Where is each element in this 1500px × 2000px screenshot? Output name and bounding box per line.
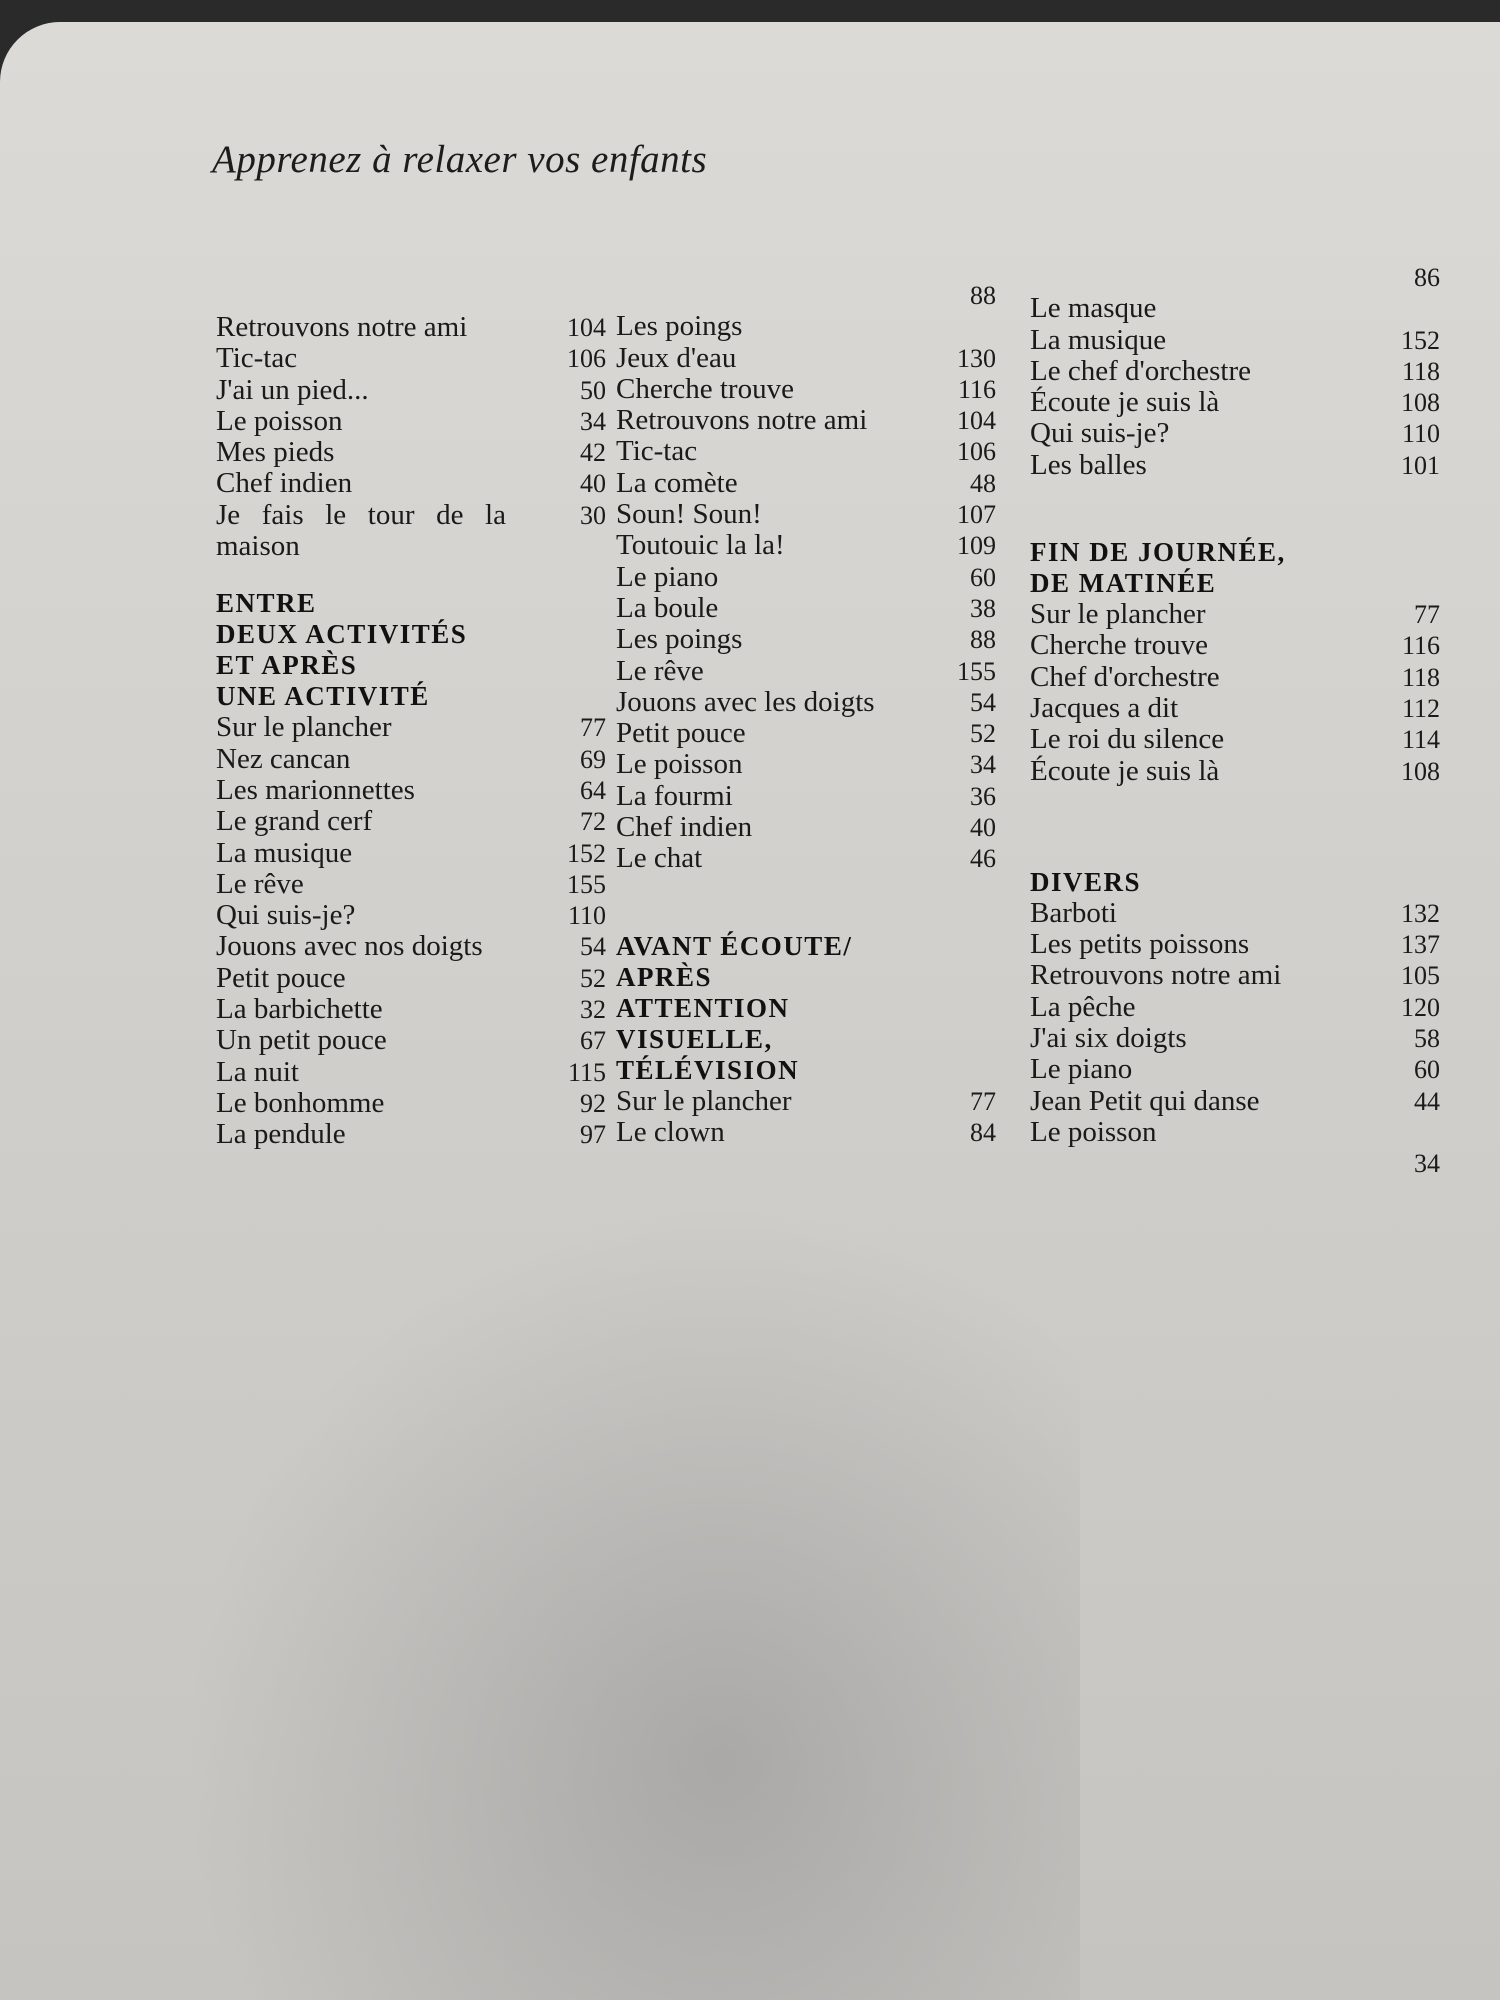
index-entry [216, 437, 606, 468]
index-entry [216, 775, 606, 806]
section-heading [216, 588, 606, 712]
index-entry [216, 931, 606, 962]
index-entry [1030, 693, 1440, 724]
entry-page: 116 [957, 374, 996, 404]
entry-page: 69 [580, 744, 606, 774]
entry-page: 34 [970, 750, 996, 780]
index-entry [216, 869, 606, 900]
entry-title: La boule [616, 591, 719, 624]
entry-page: 130 [957, 343, 996, 373]
entry-page: 109 [957, 531, 996, 561]
entry-title: Les poings [616, 623, 743, 656]
entry-page: 77 [580, 713, 606, 743]
entry-title: Le poisson [216, 404, 343, 437]
index-entry [1030, 387, 1440, 418]
index-entry [616, 280, 996, 311]
entry-page: 118 [1401, 662, 1440, 692]
index-entry [1030, 662, 1440, 693]
entry-page: 52 [970, 719, 996, 749]
entry-title: La comète [616, 466, 738, 499]
index-entry [616, 436, 996, 467]
index-entry [1030, 1086, 1440, 1117]
entry-page: 40 [580, 469, 606, 499]
index-entry [616, 718, 996, 749]
index-entry [216, 744, 606, 775]
index-entry [216, 375, 606, 406]
entry-title: Les petits poissons [1030, 928, 1250, 961]
entry-title: La pendule [216, 1118, 346, 1151]
index-entry [216, 312, 606, 343]
entry-title: Jeux d'eau [616, 341, 737, 374]
section-heading-line: APRÈS [616, 961, 713, 992]
entry-page: 77 [970, 1086, 996, 1116]
entry-title: La musique [216, 836, 353, 869]
entry-title: Retrouvons notre ami [1030, 959, 1282, 992]
entry-page: 54 [580, 932, 606, 962]
entry-page: 86 [1414, 263, 1440, 292]
entry-page: 106 [957, 437, 996, 467]
entry-page: 30 [580, 500, 606, 530]
entry-title: Cherche trouve [1030, 629, 1208, 662]
entry-title: Le masque [1030, 292, 1157, 325]
index-entry [216, 468, 606, 499]
index-entry [1030, 724, 1440, 755]
entry-page: 155 [957, 656, 996, 686]
entry-page: 67 [580, 1026, 606, 1056]
entry-page: 155 [567, 869, 606, 899]
index-entry [1030, 1054, 1440, 1085]
index-column-2 [616, 280, 996, 1148]
entry-page: 34 [580, 406, 606, 436]
index-entry [1030, 1117, 1440, 1148]
index-entry [1030, 418, 1440, 449]
entry-title: La nuit [216, 1055, 299, 1088]
index-entry [216, 712, 606, 743]
entry-page: 50 [580, 375, 606, 405]
index-entry [616, 562, 996, 593]
index-entry [616, 343, 996, 374]
entry-list [616, 1086, 996, 1149]
entry-page: 110 [1401, 419, 1440, 449]
entry-title: Sur le plancher [616, 1084, 792, 1117]
section-heading-line: AVANT ÉCOUTE/ [616, 930, 853, 961]
index-entry [1030, 1023, 1440, 1054]
section-heading [616, 931, 996, 1086]
index-entry [616, 812, 996, 843]
entry-title: Je fais le tour de la maison [216, 498, 506, 563]
index-entry [1030, 599, 1440, 630]
running-head: Apprenez à relaxer vos enfants [212, 138, 708, 181]
entry-title: La barbichette [216, 993, 383, 1026]
index-entry [1030, 262, 1440, 293]
entry-page: 97 [580, 1120, 606, 1150]
entry-page: 112 [1401, 693, 1440, 723]
entry-title: Les marionnettes [216, 773, 415, 806]
entry-title: Le roi du silence [1030, 723, 1225, 756]
entry-title: La pêche [1030, 990, 1136, 1023]
entry-title: J'ai un pied... [216, 373, 369, 406]
index-column-3 [1030, 262, 1440, 1180]
entry-title: Cherche trouve [616, 372, 794, 405]
entry-page: 108 [1401, 388, 1440, 418]
index-entry [616, 468, 996, 499]
entry-page: 72 [580, 807, 606, 837]
entry-page: 115 [567, 1057, 606, 1087]
entry-page: 77 [1414, 600, 1440, 630]
entry-title: Chef indien [216, 467, 353, 500]
index-entry [216, 1057, 606, 1088]
section-heading [1030, 537, 1440, 599]
entry-title: La musique [1030, 323, 1167, 356]
index-entry [216, 1119, 606, 1150]
entry-title: Le bonhomme [216, 1086, 385, 1119]
index-entry [616, 749, 996, 780]
entry-list [216, 312, 606, 500]
entry-page: 44 [1414, 1086, 1440, 1116]
section-heading [1030, 867, 1440, 898]
entry-title: Le clown [616, 1115, 725, 1148]
index-entry [1030, 325, 1440, 356]
entry-page: 104 [567, 313, 606, 342]
entry-page: 52 [580, 963, 606, 993]
entry-title: Le grand cerf [216, 805, 373, 838]
entry-page: 108 [1401, 756, 1440, 786]
entry-title: Écoute je suis là [1030, 386, 1220, 419]
entry-title: Écoute je suis là [1030, 754, 1220, 787]
entry-title: Mes pieds [216, 436, 335, 469]
index-entry [216, 838, 606, 869]
index-entry [616, 687, 996, 718]
entry-title: Le piano [616, 560, 719, 593]
index-entry [216, 406, 606, 437]
entry-list [1030, 262, 1440, 481]
index-column-1 [216, 312, 606, 1151]
entry-title: Jouons avec les doigts [616, 685, 875, 718]
entry-page: 88 [970, 281, 996, 310]
entry-page: 152 [1401, 325, 1440, 355]
entry-title: Le rêve [616, 654, 704, 687]
entry-page: 116 [1401, 631, 1440, 661]
index-entry [216, 1025, 606, 1056]
entry-title: Jean Petit qui danse [1030, 1084, 1260, 1117]
entry-title: Les poings [616, 310, 743, 343]
entry-title: Le chat [616, 842, 703, 875]
entry-page: 60 [970, 562, 996, 592]
entry-title: Barboti [1030, 896, 1117, 929]
entry-title: Le poisson [1030, 1115, 1157, 1148]
entry-title: Tic-tac [216, 342, 298, 375]
entry-page: 101 [1401, 450, 1440, 480]
entry-title: Qui suis-je? [1030, 417, 1170, 450]
index-entry [1030, 630, 1440, 661]
index-entry [216, 1088, 606, 1119]
index-entry [1030, 929, 1440, 960]
entry-page: 110 [567, 901, 606, 931]
index-entry [216, 500, 606, 563]
index-entry [1030, 756, 1440, 787]
section-heading-line: UNE ACTIVITÉ [216, 681, 430, 712]
entry-page: 32 [580, 995, 606, 1025]
entry-title: Sur le plancher [1030, 598, 1206, 631]
entry-page: 88 [970, 625, 996, 655]
section-heading-line: ATTENTION [616, 992, 790, 1023]
entry-title: Le rêve [216, 867, 304, 900]
index-entry [616, 374, 996, 405]
entry-title: Les balles [1030, 448, 1147, 481]
entry-page: 64 [580, 775, 606, 805]
index-entry [1030, 293, 1440, 324]
index-entry [616, 656, 996, 687]
entry-page: 106 [567, 344, 606, 374]
index-entry [616, 530, 996, 561]
index-entry [1030, 1148, 1440, 1179]
entry-page: 114 [1401, 725, 1440, 755]
entry-page: 40 [970, 813, 996, 843]
index-entry [616, 624, 996, 655]
entry-title: J'ai six doigts [1030, 1022, 1187, 1055]
index-entry [616, 843, 996, 874]
index-entry [1030, 356, 1440, 387]
entry-page: 34 [1414, 1149, 1440, 1179]
entry-title: Jouons avec nos doigts [216, 930, 483, 963]
section-heading-line: FIN DE JOURNÉE, [1030, 537, 1286, 568]
index-entry [216, 806, 606, 837]
section-heading-line: ET APRÈS [216, 650, 358, 681]
entry-title: Retrouvons notre ami [216, 311, 468, 343]
index-entry [616, 1117, 996, 1148]
entry-title: Le poisson [616, 748, 743, 781]
entry-title: Sur le plancher [216, 711, 392, 744]
entry-page: 105 [1401, 961, 1440, 991]
section-heading-line: TÉLÉVISION [616, 1054, 800, 1085]
entry-title: Nez cancan [216, 742, 351, 775]
entry-title: Soun! Soun! [616, 498, 762, 531]
index-entry [216, 963, 606, 994]
entry-title: Petit pouce [216, 961, 346, 994]
entry-title: Jacques a dit [1030, 691, 1179, 724]
index-entry [616, 781, 996, 812]
section-heading-line: DE MATINÉE [1030, 568, 1217, 599]
index-entry [216, 994, 606, 1025]
entry-page: 48 [970, 468, 996, 498]
entry-list [1030, 898, 1440, 1180]
index-entry [616, 405, 996, 436]
entry-page: 107 [957, 500, 996, 530]
entry-page: 54 [970, 687, 996, 717]
entry-page: 42 [580, 438, 606, 468]
index-entry [1030, 450, 1440, 481]
entry-list [216, 712, 606, 1150]
index-entry [216, 343, 606, 374]
entry-page: 92 [580, 1088, 606, 1118]
book-page [0, 22, 1500, 2000]
entry-page: 137 [1401, 930, 1440, 960]
entry-page: 152 [567, 838, 606, 868]
index-entry [1030, 898, 1440, 929]
entry-page: 38 [970, 593, 996, 623]
entry-title: Toutouic la la! [616, 529, 785, 562]
section-heading-line: DIVERS [1030, 866, 1142, 897]
entry-page: 60 [1414, 1055, 1440, 1085]
entry-list [616, 280, 996, 875]
entry-page: 36 [970, 781, 996, 811]
index-entry [616, 499, 996, 530]
index-entry [1030, 960, 1440, 991]
entry-title: Petit pouce [616, 717, 746, 750]
entry-list [1030, 599, 1440, 787]
index-entry [616, 1086, 996, 1117]
entry-title: Chef d'orchestre [1030, 660, 1220, 693]
section-heading-line: DEUX ACTIVITÉS [216, 619, 468, 650]
entry-title: Le chef d'orchestre [1030, 354, 1251, 387]
entry-title: Chef indien [616, 811, 753, 844]
section-heading-line: VISUELLE, [616, 1023, 773, 1054]
entry-page: 132 [1401, 898, 1440, 928]
entry-title: Le piano [1030, 1053, 1133, 1086]
index-entry [616, 593, 996, 624]
entry-title: Un petit pouce [216, 1024, 387, 1057]
entry-page: 58 [1414, 1024, 1440, 1054]
entry-page: 46 [970, 844, 996, 874]
entry-page: 104 [957, 406, 996, 436]
entry-page: 118 [1401, 356, 1440, 386]
section-heading-line: ENTRE [216, 588, 317, 619]
entry-page: 120 [1401, 992, 1440, 1022]
index-entry [216, 900, 606, 931]
entry-title: Qui suis-je? [216, 899, 356, 932]
entry-title: Retrouvons notre ami [616, 404, 868, 437]
entry-page: 84 [970, 1117, 996, 1147]
index-entry [1030, 992, 1440, 1023]
entry-title: Tic-tac [616, 435, 698, 468]
entry-title: La fourmi [616, 779, 733, 812]
index-entry [616, 311, 996, 342]
